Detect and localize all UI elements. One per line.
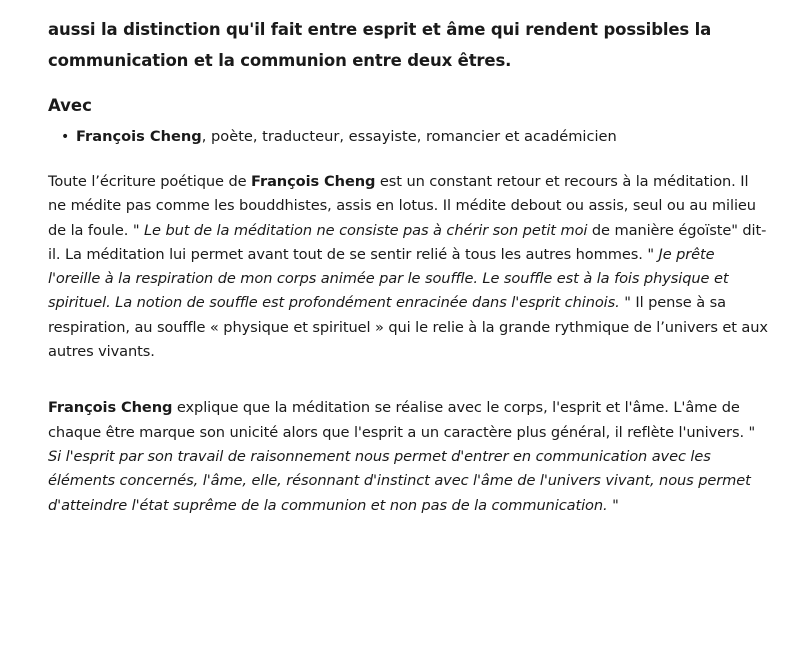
quote-breath: Je prête l'oreille à la respiration de mon corps animée par le souffle. Le souffle est à la fois physique et spirituel. La notion de souffle est profondément enracinée dans l'esprit chinois. [48, 245, 729, 312]
guest-description: , poète, traducteur, essayiste, romancier et académicien [201, 128, 617, 145]
soul-paragraph [48, 396, 768, 517]
bullet-icon: • [61, 129, 70, 145]
meditation-paragraph [48, 170, 768, 364]
guests-heading: Avec [48, 96, 92, 115]
intro-line-2: communication et la communion entre deux êtres. [48, 51, 512, 70]
quote-meditation: Le but de la méditation ne consiste pas à chérir son petit moi [144, 221, 588, 239]
guest-list-item [61, 126, 768, 148]
paragraph2-text-1: explique que la méditation se réalise avec le corps, l'esprit et l'âme. L'âme de chaque être marque son unicité alors que l'esprit a un caractère plus général, il reflète l'univers. " [48, 399, 756, 441]
author-name: François Cheng [48, 399, 173, 417]
author-name: François Cheng [251, 173, 376, 190]
intro-text [48, 14, 768, 76]
paragraph1-text-3: de manière égoïste" dit-il. La méditation lui permet avant tout de se sentir relié à tous les autres hommes. " [48, 221, 767, 263]
paragraph1-text-1: Toute l’écriture poétique de [48, 173, 252, 190]
intro-line-1: aussi la distinction qu'il fait entre esprit et âme qui rendent possibles la [48, 20, 712, 39]
article-body [48, 14, 768, 518]
guest-list [48, 126, 768, 148]
guest-name: François Cheng [76, 128, 202, 145]
paragraph1-text-2: est un constant retour et recours à la méditation. Il ne médite pas comme les bouddhistes, assis en lotus. Il médite debout ou assis, seul ou au milieu de la foule. " [48, 173, 756, 239]
paragraph1-text-4: " Il pense à sa respiration, au souffle « physique et spirituel » qui le relie à la grande rythmique de l’univers et aux autres vivants. [48, 294, 768, 361]
paragraph2-text-2: " [607, 496, 619, 514]
quote-soul: Si l'esprit par son travail de raisonnement nous permet d'entrer en communication avec les éléments concernés, l'âme, elle, résonnant d'instinct avec l'âme de l'univers vivant, nous permet d'atteindre l'état suprême de la communion et non pas de la communication. [48, 447, 751, 514]
